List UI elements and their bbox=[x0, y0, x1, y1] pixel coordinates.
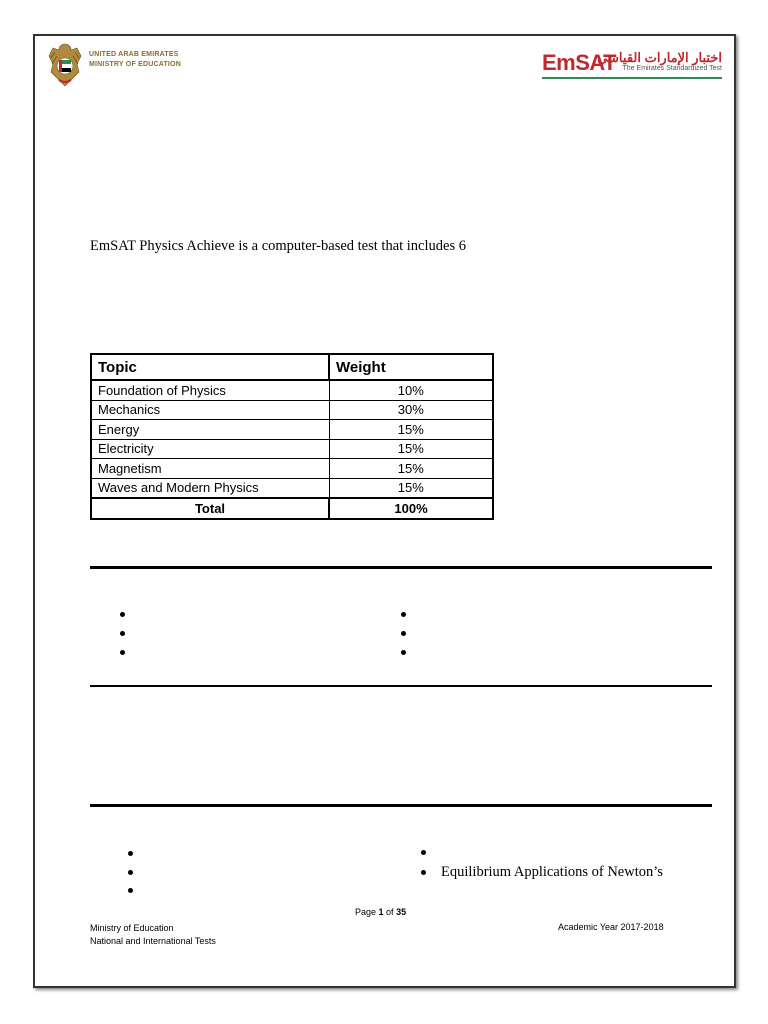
bullet-item-text: Equilibrium Applications of Newton’s bbox=[441, 864, 663, 880]
page-number: Page 1 of 35 bbox=[355, 907, 407, 917]
bullet-marker bbox=[401, 631, 406, 636]
table-total-row bbox=[91, 498, 493, 519]
table-row bbox=[91, 478, 493, 498]
footer-organization bbox=[90, 922, 216, 948]
emsat-logo-subtitle: The Emirates Standardized Test bbox=[622, 65, 722, 72]
emsat-logo-arabic: اختبار الإمارات القياسي bbox=[597, 50, 722, 65]
header-topic: Topic bbox=[91, 354, 329, 380]
bullet-marker bbox=[120, 612, 125, 617]
weight-cell: 15% bbox=[329, 459, 493, 479]
topic-cell: Energy bbox=[91, 420, 329, 440]
ministry-line-1: UNITED ARAB EMIRATES bbox=[89, 51, 179, 58]
header-weight: Weight bbox=[329, 354, 493, 380]
uae-crest-icon bbox=[47, 42, 83, 88]
table-header-row bbox=[91, 354, 493, 380]
emsat-logo-word: EmSAT bbox=[542, 50, 617, 75]
bullet-marker bbox=[128, 870, 133, 875]
weight-cell: 30% bbox=[329, 400, 493, 420]
topic-weight-table bbox=[90, 353, 494, 520]
bullet-marker bbox=[421, 870, 426, 875]
bullet-marker bbox=[401, 612, 406, 617]
total-label: Total bbox=[91, 498, 329, 519]
topic-cell: Foundation of Physics bbox=[91, 380, 329, 400]
ministry-line-2: MINISTRY OF EDUCATION bbox=[89, 61, 181, 68]
bullet-marker bbox=[401, 650, 406, 655]
bullet-marker bbox=[120, 631, 125, 636]
table-row bbox=[91, 439, 493, 459]
intro-paragraph: EmSAT Physics Achieve is a computer-based test that includes 6 bbox=[90, 238, 466, 254]
topic-cell: Mechanics bbox=[91, 400, 329, 420]
weight-cell: 15% bbox=[329, 439, 493, 459]
emsat-logo bbox=[542, 50, 722, 80]
table-row bbox=[91, 380, 493, 400]
topic-cell: Waves and Modern Physics bbox=[91, 478, 329, 498]
footer-line-2: National and International Tests bbox=[90, 936, 216, 946]
bullet-marker bbox=[120, 650, 125, 655]
bullet-marker bbox=[128, 851, 133, 856]
weight-cell: 10% bbox=[329, 380, 493, 400]
emsat-logo-underline bbox=[542, 77, 722, 79]
topic-cell: Electricity bbox=[91, 439, 329, 459]
topic-cell: Magnetism bbox=[91, 459, 329, 479]
total-value: 100% bbox=[329, 498, 493, 519]
weight-cell: 15% bbox=[329, 420, 493, 440]
page-current: 1 bbox=[378, 907, 384, 917]
footer-line-1: Ministry of Education bbox=[90, 923, 174, 933]
bullet-marker bbox=[128, 888, 133, 893]
table-row bbox=[91, 459, 493, 479]
page-total: 35 bbox=[396, 907, 407, 917]
table-row bbox=[91, 420, 493, 440]
weight-cell: 15% bbox=[329, 478, 493, 498]
bullet-marker bbox=[421, 850, 426, 855]
section-divider bbox=[90, 804, 712, 807]
section-divider bbox=[90, 685, 712, 687]
academic-year: Academic Year 2017-2018 bbox=[558, 922, 664, 932]
table-row bbox=[91, 400, 493, 420]
section-divider bbox=[90, 566, 712, 569]
ministry-name bbox=[89, 50, 181, 70]
